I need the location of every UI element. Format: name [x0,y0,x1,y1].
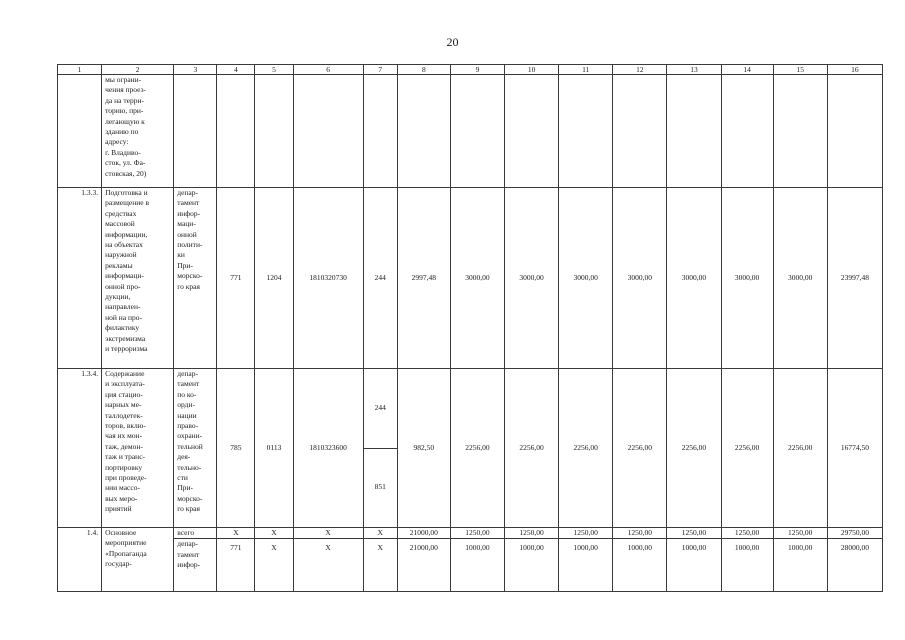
value-cell: 3000,00 [613,188,667,369]
table-row [58,75,883,188]
value-cell: 1000,00 [773,539,827,592]
value-cell: 1000,00 [505,539,559,592]
value-cell: 1250,00 [559,528,613,539]
value-cell [721,75,773,188]
cell-csr: 1810323600 [293,369,363,528]
value-cell: 2256,00 [667,369,721,528]
value-cell: 2256,00 [721,369,773,528]
value-cell: 2256,00 [450,369,504,528]
cell-vr: X [363,539,397,592]
value-cell [559,75,613,188]
cell-rzpr: X [255,539,293,592]
header-cell: 4 [217,65,255,75]
total-cell: 16774,50 [827,369,882,528]
cell-grbs: X [217,528,255,539]
value-cell: 982,50 [397,369,450,528]
cell-vr: 851 [364,448,397,527]
header-cell: 9 [450,65,504,75]
cell-vr: X [363,528,397,539]
executor: депар- тамент инфор- маци- онной полити- ки При- морско- го края [174,188,217,369]
total-cell: 29750,00 [827,528,882,539]
header-cell: 11 [559,65,613,75]
value-cell [505,75,559,188]
value-cell [773,75,827,188]
value-cell [450,75,504,188]
row-number [58,75,102,188]
cell-grbs: 771 [217,539,255,592]
total-cell: 28000,00 [827,539,882,592]
header-cell: 3 [174,65,217,75]
cell-grbs: 771 [217,188,255,369]
value-cell: 3000,00 [667,188,721,369]
value-cell: 1000,00 [667,539,721,592]
executor: всего [174,528,217,539]
header-cell: 13 [667,65,721,75]
value-cell: 2256,00 [613,369,667,528]
cell-rzpr: 0113 [255,369,293,528]
value-cell: 1000,00 [559,539,613,592]
value-cell: 1000,00 [613,539,667,592]
value-cell: 3000,00 [721,188,773,369]
executor [174,75,217,188]
header-cell: 6 [293,65,363,75]
value-cell: 1250,00 [667,528,721,539]
header-cell: 8 [397,65,450,75]
header-cell: 15 [773,65,827,75]
value-cell: 1250,00 [613,528,667,539]
executor: депар- тамент инфор- [174,539,217,592]
table-row [58,539,883,592]
header-cell: 7 [363,65,397,75]
row-number: 1.3.4. [58,369,102,528]
total-cell [827,75,882,188]
table-row [58,369,883,528]
value-cell: 2256,00 [559,369,613,528]
value-cell [667,75,721,188]
total-cell: 23997,48 [827,188,882,369]
header-cell: 1 [58,65,102,75]
value-cell: 21000,00 [397,539,450,592]
value-cell: 2256,00 [773,369,827,528]
table-row [58,188,883,369]
value-cell: 3000,00 [505,188,559,369]
value-cell: 1250,00 [450,528,504,539]
cell-csr: X [293,539,363,592]
row-number: 1.3.3. [58,188,102,369]
cell-rzpr [255,75,293,188]
value-cell: 1000,00 [721,539,773,592]
page-number: 20 [446,35,459,49]
measure-name: Основное мероприятие «Пропаганда государ- [102,528,174,592]
cell-grbs [217,75,255,188]
table-row [58,528,883,539]
cell-rzpr: X [255,528,293,539]
header-cell: 10 [505,65,559,75]
budget-table [57,64,883,592]
header-cell: 5 [255,65,293,75]
measure-name: Подготовка и размещение в средствах массовой информации, на объектах наружной рекламы информаци- онной про- дукции, направлен- ной на про- филактику экстремизма и терроризма [102,188,174,369]
header-cell: 2 [102,65,174,75]
cell-rzpr: 1204 [255,188,293,369]
cell-vr-split [363,369,397,528]
value-cell: 1250,00 [773,528,827,539]
header-cell: 14 [721,65,773,75]
value-cell: 3000,00 [559,188,613,369]
measure-name: мы ограни- чения проез- да на терри- торию, при- легающую к зданию по адресу: г. Владиво- сток, ул. Фа- стовская, 20) [102,75,174,188]
cell-csr: X [293,528,363,539]
row-number: 1.4. [58,528,102,592]
header-row [58,65,883,75]
value-cell [397,75,450,188]
value-cell: 2997,48 [397,188,450,369]
cell-vr [363,75,397,188]
value-cell: 1250,00 [721,528,773,539]
value-cell: 2256,00 [505,369,559,528]
value-cell: 3000,00 [450,188,504,369]
value-cell: 3000,00 [773,188,827,369]
cell-vr: 244 [374,403,386,413]
header-cell: 12 [613,65,667,75]
cell-csr [293,75,363,188]
cell-grbs: 785 [217,369,255,528]
value-cell: 1250,00 [505,528,559,539]
cell-csr: 1810320730 [293,188,363,369]
value-cell: 21000,00 [397,528,450,539]
header-cell: 16 [827,65,882,75]
executor: депар- тамент по ко- орди- нации право- охрани- тельной дея- тельно- сти При- морско- го края [174,369,217,528]
cell-vr: 244 [363,188,397,369]
value-cell [613,75,667,188]
measure-name: Содержание и эксплуата- ция стацио- нарных ме- таллодетек- торов, вклю- чая их мон- таж, демон- таж и транс- портировку при проведе- нии массо- вых меро- приятий [102,369,174,528]
value-cell: 1000,00 [450,539,504,592]
